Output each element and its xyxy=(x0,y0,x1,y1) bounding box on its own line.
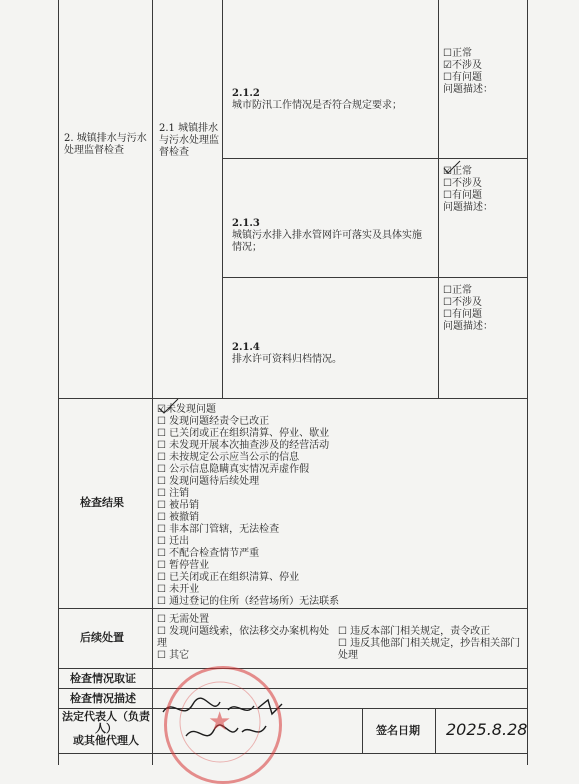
result-option[interactable]: ☐ 注销 xyxy=(157,488,190,499)
result-option[interactable]: ☑未发现问题 xyxy=(157,404,216,415)
item-2-1-2-options[interactable] xyxy=(443,48,493,96)
label-column-divider xyxy=(152,398,153,765)
result-option[interactable]: ☐ 被撤销 xyxy=(157,512,200,523)
item-code: 2.1.2 xyxy=(232,88,260,99)
option-normal[interactable]: ☐正常 xyxy=(443,48,472,59)
problem-description-label: 问题描述： xyxy=(443,84,493,95)
result-option[interactable]: ☐ 已关闭或正在组织清算、停业、歇业 xyxy=(157,428,330,439)
followup-label: 后续处置 xyxy=(80,631,124,644)
table-left-border xyxy=(58,0,59,765)
result-option[interactable]: ☐ 未发现开展本次抽查涉及的经营活动 xyxy=(157,440,330,451)
row-line-2-1-2 xyxy=(222,158,528,159)
sign-date-label: 签名日期 xyxy=(376,724,420,737)
result-option[interactable]: ☐ 迁出 xyxy=(157,536,190,547)
item-code: 2.1.4 xyxy=(232,342,260,353)
company-seal xyxy=(164,666,282,784)
column-divider-3 xyxy=(438,0,439,398)
result-option[interactable]: ☐ 发现问题待后续处理 xyxy=(157,476,260,487)
column-divider-1 xyxy=(152,0,153,398)
result-label: 检查结果 xyxy=(80,496,124,509)
problem-description-label: 问题描述： xyxy=(443,202,493,213)
sign-date-value: 2025.8.28 xyxy=(446,720,528,739)
check-mark-icon xyxy=(156,398,186,416)
option-has-problem[interactable]: ☐有问题 xyxy=(443,72,482,83)
result-option[interactable]: ☐ 发现问题经责令已改正 xyxy=(157,416,270,427)
description-label: 检查情况描述 xyxy=(70,692,136,705)
item-2-1-3-text xyxy=(232,206,430,254)
column-divider-2 xyxy=(222,0,223,398)
followup-option-none[interactable]: ☐ 无需处置 xyxy=(157,614,210,625)
item-2-1-4-text xyxy=(232,330,430,366)
row-line-evidence-end xyxy=(58,688,528,689)
result-option[interactable]: ☐ 未开业 xyxy=(157,584,200,595)
followup-option-transfer[interactable]: ☐ 发现问题线索，依法移交办案机构处理 xyxy=(157,626,330,649)
result-option[interactable]: ☐ 公示信息隐瞒真实情况弄虚作假 xyxy=(157,464,310,475)
row-line-2-1-3 xyxy=(222,277,528,278)
item-description: 城市防汛工作情况是否符合规定要求； xyxy=(232,100,402,111)
result-option[interactable]: ☐ 不配合检查情节严重 xyxy=(157,548,260,559)
option-not-applicable[interactable]: ☑不涉及 xyxy=(443,60,482,71)
row-line-result-end xyxy=(58,608,528,609)
item-2-1-4-options[interactable] xyxy=(443,285,493,333)
item-code: 2.1.3 xyxy=(232,218,260,229)
item-2-1-2-text xyxy=(232,76,430,112)
svg-text:★: ★ xyxy=(208,707,232,737)
signature-divider-2 xyxy=(435,708,436,753)
result-options-list[interactable] xyxy=(157,404,339,608)
item-description: 城镇污水排入排水管网许可落实及具体实施情况； xyxy=(232,230,422,253)
followup-option-report-other-dept[interactable]: ☐ 违反其他部门相关规定，抄告相关部门处理 xyxy=(338,638,521,661)
signature-divider-1 xyxy=(362,708,363,753)
option-has-problem[interactable]: ☐有问题 xyxy=(443,190,482,201)
result-option[interactable]: ☐ 暂停营业 xyxy=(157,560,210,571)
problem-description-label: 问题描述： xyxy=(443,321,493,332)
row-line-followup-end xyxy=(58,668,528,669)
followup-option-other[interactable]: ☐ 其它 xyxy=(157,650,190,661)
result-option[interactable]: ☐ 未按规定公示应当公示的信息 xyxy=(157,452,300,463)
category-label: 2. 城镇排水与污水处理监督检查 xyxy=(64,133,147,156)
result-option[interactable]: ☐ 非本部门管辖，无法检查 xyxy=(157,524,280,535)
option-not-applicable[interactable]: ☐不涉及 xyxy=(443,297,482,308)
result-option[interactable]: ☐ 被吊销 xyxy=(157,500,200,511)
followup-option-order-correction[interactable]: ☐ 违反本部门相关规定，责令改正 xyxy=(338,626,491,637)
option-normal[interactable]: ☐正常 xyxy=(443,285,472,296)
evidence-label: 检查情况取证 xyxy=(70,672,136,685)
result-option[interactable]: ☐ 已关闭或正在组织清算、停业 xyxy=(157,572,300,583)
row-line-signature-end xyxy=(58,753,528,754)
legal-representative-label: 法定代表人（负责人） 或其他代理人 xyxy=(62,710,150,747)
table-right-border xyxy=(527,0,528,765)
item-description: 排水许可资料归档情况。 xyxy=(232,354,342,365)
option-normal[interactable]: ☑正常 xyxy=(443,166,472,177)
check-mark-icon xyxy=(442,160,466,176)
result-option[interactable]: ☐ 通过登记的住所（经营场所）无法联系 xyxy=(157,596,340,607)
option-not-applicable[interactable]: ☐不涉及 xyxy=(443,178,482,189)
option-has-problem[interactable]: ☐有问题 xyxy=(443,309,482,320)
row-line-top-section-end xyxy=(58,398,528,399)
subcategory-label: 2.1 城镇排水与污水处理监督检查 xyxy=(159,123,219,158)
